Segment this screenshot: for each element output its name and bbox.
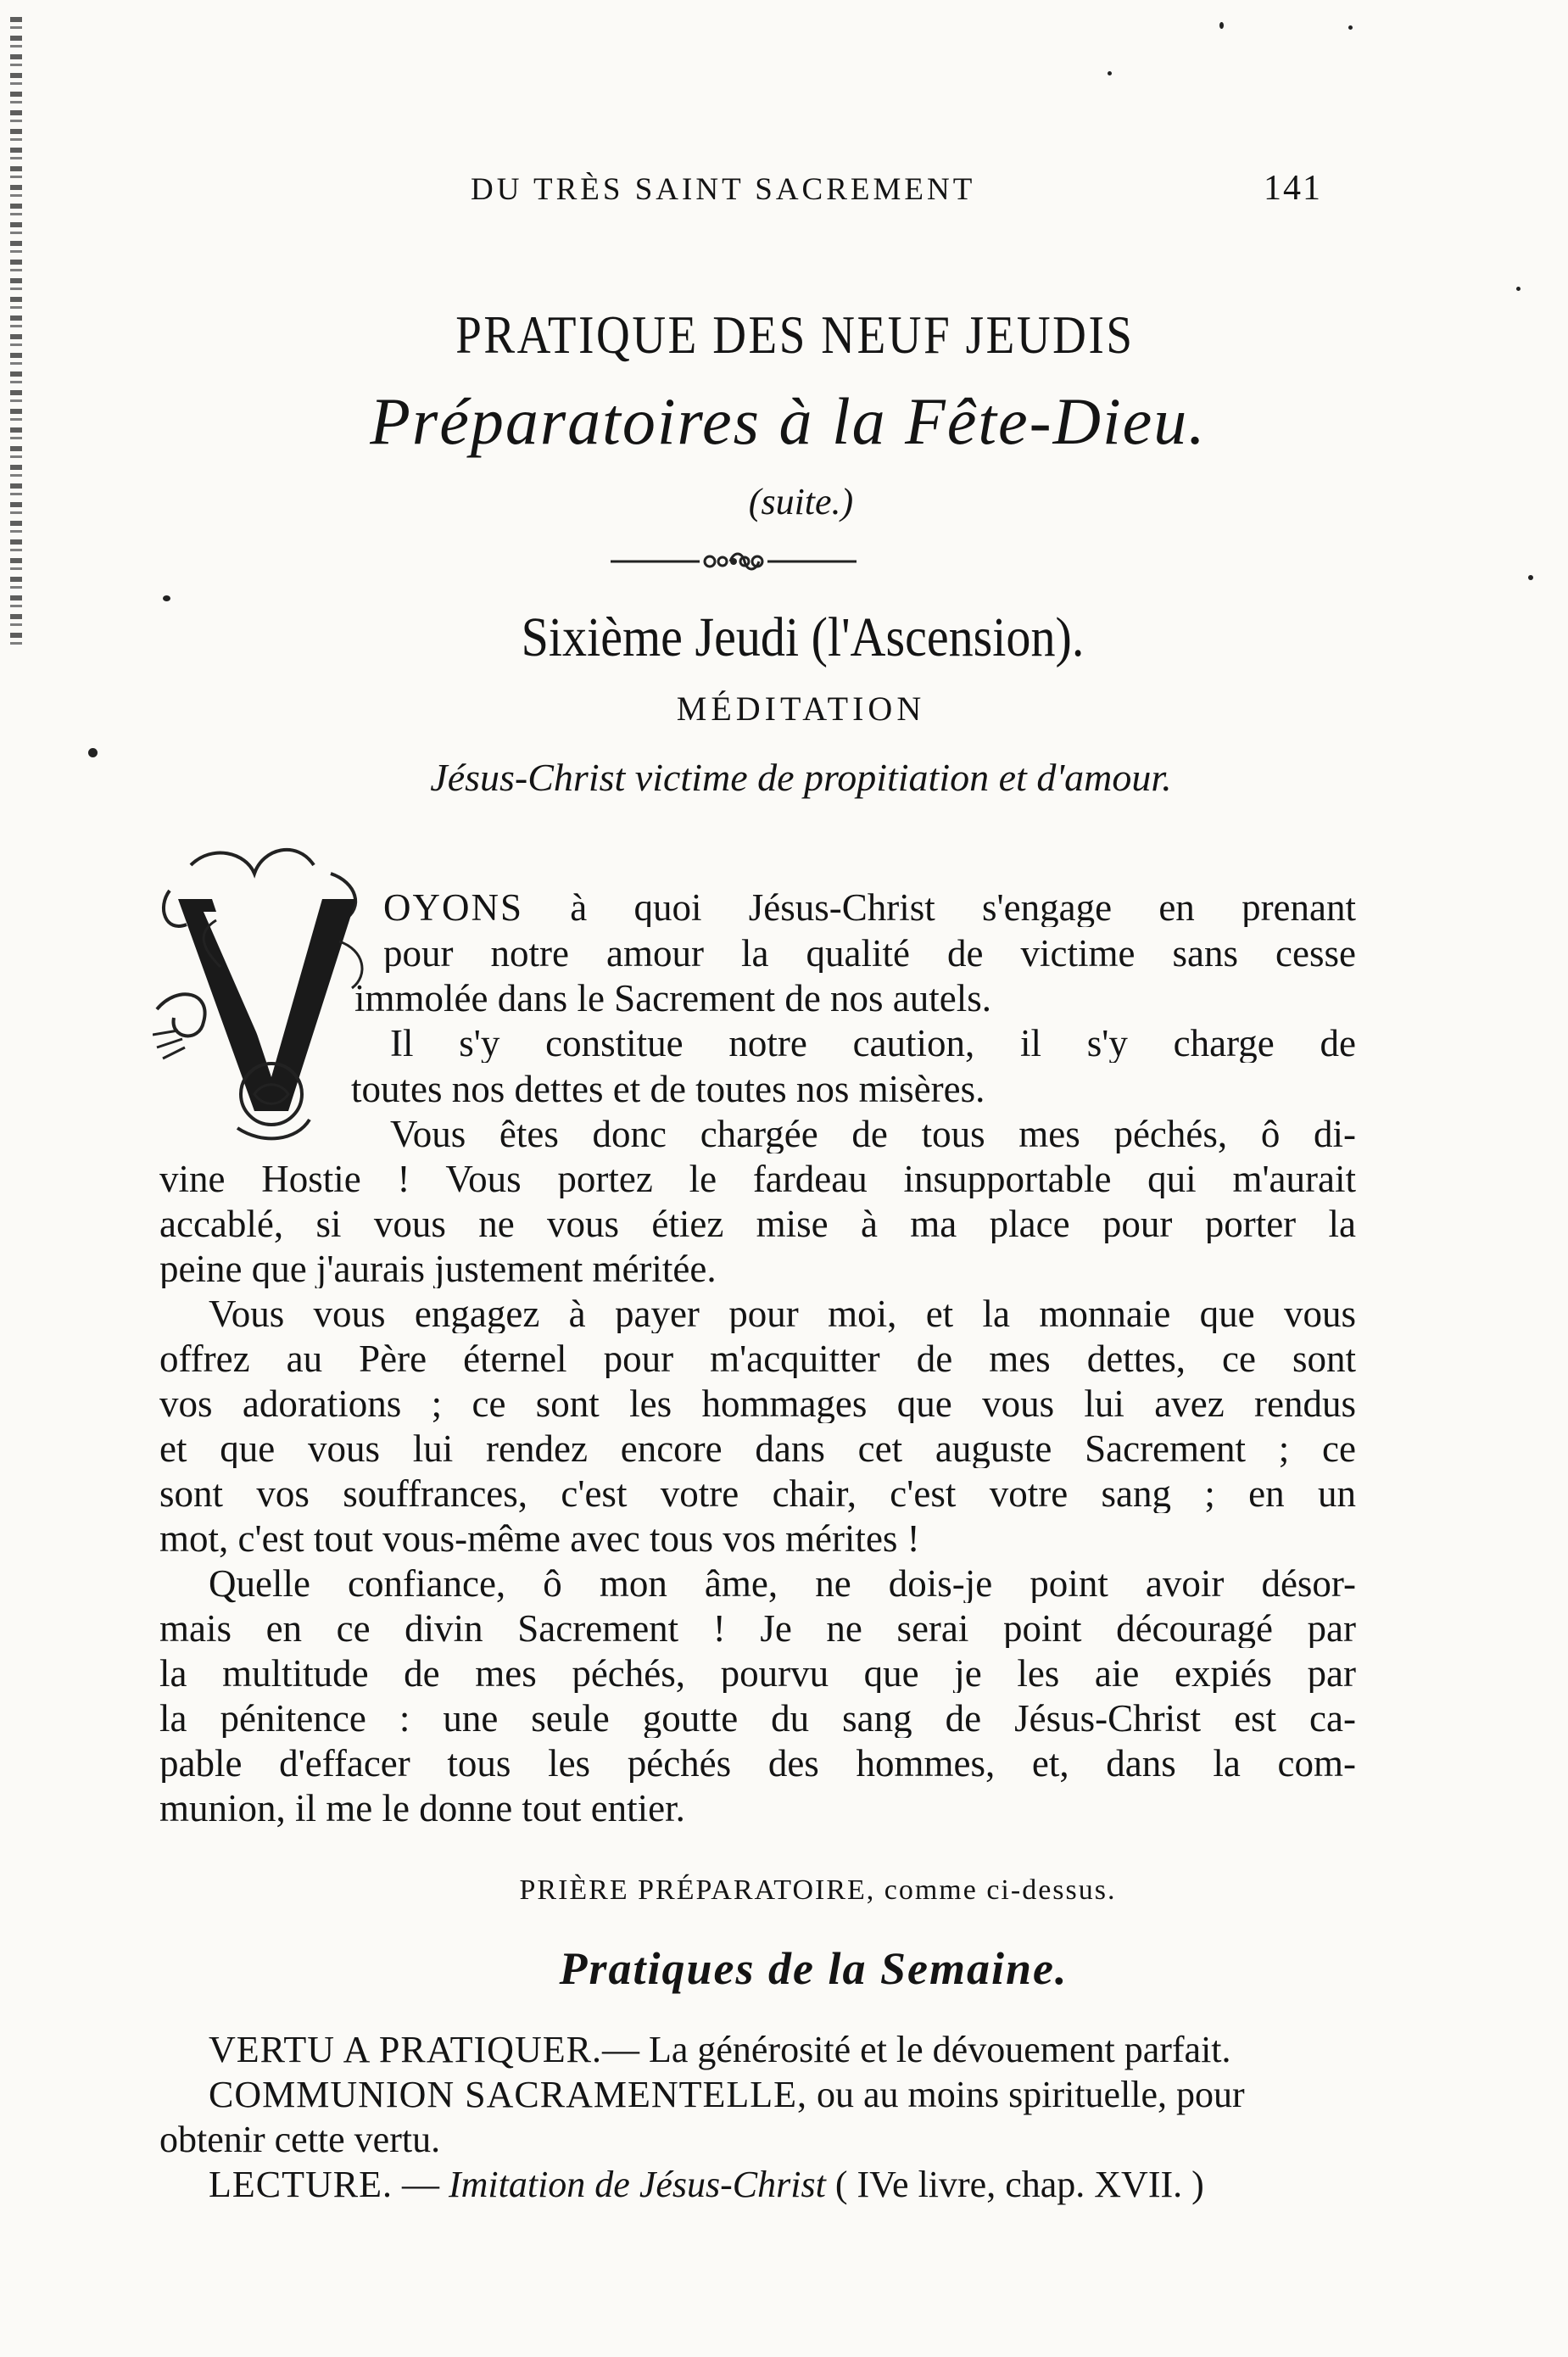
suite-label: (suite.)	[748, 481, 854, 522]
vertu-text: — La générosité et le dévouement parfait.	[601, 2029, 1231, 2070]
body-line-1	[383, 889, 1356, 927]
communion-text: ou au moins spirituelle, pour	[807, 2074, 1245, 2115]
lecture-dash: —	[392, 2164, 449, 2205]
body-line-3: immolée dans le Sacrement de nos autels.	[354, 980, 992, 1018]
vertu-line	[209, 2031, 1356, 2069]
body-line-4: Il s'y constitue notre caution, il s'y charge de	[390, 1025, 1356, 1063]
body-line-12: vos adorations ; ce sont les hommages que vous lui avez rendus	[159, 1385, 1356, 1423]
ornamental-rule-icon	[606, 545, 861, 578]
body-line-7: vine Hostie ! Vous portez le fardeau insupportable qui m'aurait	[159, 1160, 1356, 1198]
body-line-15: mot, c'est tout vous-même avec tous vos mérites !	[159, 1520, 920, 1558]
page-number: 141	[1264, 169, 1322, 208]
running-head: DU TRÈS SAINT SACREMENT	[471, 172, 976, 207]
main-subtitle: Préparatoires à la Fête-Dieu.	[370, 384, 1207, 458]
pratiques-heading: Pratiques de la Semaine.	[559, 1943, 1069, 1994]
body-line-5: toutes nos dettes et de toutes nos misères.	[351, 1070, 985, 1109]
body-line-text: à quoi Jésus-Christ s'engage en prenant	[523, 889, 1356, 927]
main-title: PRATIQUE DES NEUF JEUDIS	[455, 304, 1135, 365]
vertu-label: VERTU A PRATIQUER.	[209, 2029, 602, 2070]
scan-speck	[1516, 287, 1521, 291]
body-line-9: peine que j'aurais justement méritée.	[159, 1250, 717, 1288]
binding-edge-shadow	[10, 17, 22, 645]
scan-speck	[1348, 25, 1353, 30]
body-line-16: Quelle confiance, ô mon âme, ne dois-je point avoir désor-	[209, 1565, 1356, 1603]
communion-continuation: obtenir cette vertu.	[159, 2119, 441, 2160]
scan-speck	[1108, 71, 1112, 75]
day-heading: Sixième Jeudi (l'Ascension).	[521, 606, 1085, 668]
priere-label: PRIÈRE PRÉPARATOIRE,	[519, 1874, 876, 1906]
body-line-14: sont vos souffrances, c'est votre chair, c'est votre sang ; en un	[159, 1475, 1356, 1513]
ornate-letter-v-icon	[153, 840, 382, 1145]
body-line-8: accablé, si vous ne vous étiez mise à ma place pour porter la	[159, 1205, 1356, 1243]
lecture-line	[209, 2166, 1356, 2203]
body-line-11: offrez au Père éternel pour m'acquitter de mes dettes, ce sont	[159, 1340, 1356, 1378]
body-line-19: la pénitence : une seule goutte du sang de Jésus-Christ est ca-	[159, 1700, 1356, 1738]
lecture-label: LECTURE.	[209, 2164, 393, 2205]
body-line-18: la multitude de mes péchés, pourvu que je les aie expiés par	[159, 1655, 1356, 1693]
communion-label: COMMUNION SACRAMENTELLE,	[209, 2074, 807, 2115]
body-line-13: et que vous lui rendez encore dans cet auguste Sacrement ; ce	[159, 1430, 1356, 1468]
body-line-6: Vous êtes donc chargée de tous mes péchés, ô di-	[390, 1115, 1356, 1153]
scan-speck	[1528, 575, 1533, 580]
priere-note	[0, 1874, 1568, 1907]
body-line-2: pour notre amour la qualité de victime sans cesse	[383, 935, 1356, 973]
body-line-10: Vous vous engagez à payer pour moi, et la monnaie que vous	[209, 1295, 1356, 1333]
meditation-subtitle: Jésus-Christ victime de propitiation et d'amour.	[430, 756, 1172, 799]
body-line-20: pable d'effacer tous les péchés des hommes, et, dans la com-	[159, 1745, 1356, 1783]
body-line-17: mais en ce divin Sacrement ! Je ne serai point découragé par	[159, 1610, 1356, 1648]
scan-speck	[163, 595, 170, 601]
dropcap-lead-word: OYONS	[383, 889, 524, 927]
scan-speck	[1219, 22, 1224, 29]
lecture-work-title: Imitation de Jésus-Christ	[448, 2164, 826, 2205]
body-line-21: munion, il me le donne tout entier.	[159, 1790, 685, 1828]
lecture-reference: ( IVe livre, chap. XVII. )	[825, 2164, 1204, 2205]
meditation-label: MÉDITATION	[676, 690, 926, 728]
priere-rest: comme ci-dessus.	[875, 1874, 1117, 1906]
communion-line	[209, 2076, 1356, 2114]
